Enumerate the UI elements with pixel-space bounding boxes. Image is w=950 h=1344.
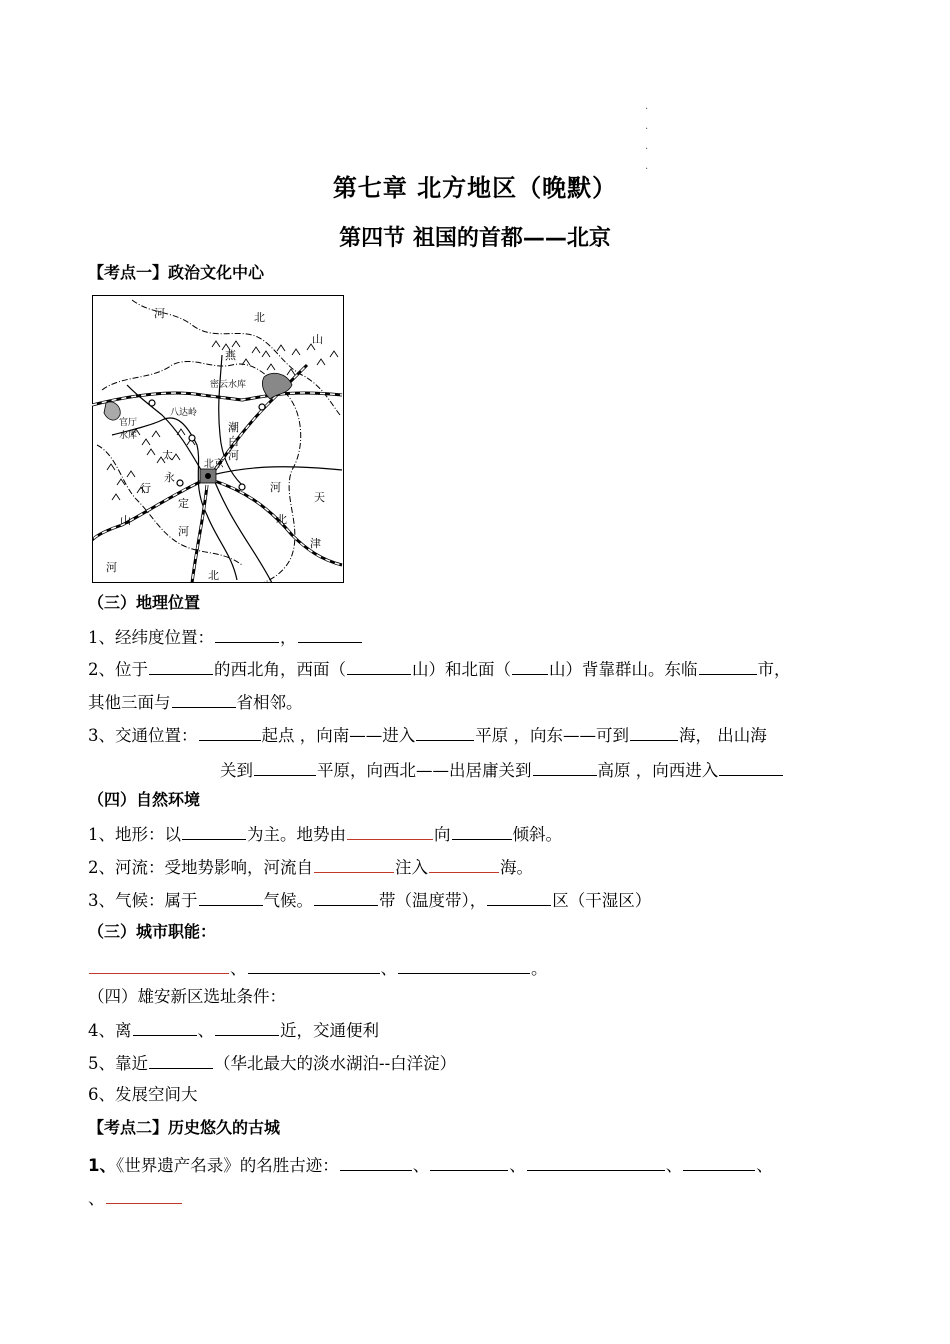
map-label: 定 — [178, 497, 189, 510]
nature-line-3: 3、气候：属于 气候。 带（温度带）， 区（干湿区） — [88, 888, 651, 912]
blank[interactable] — [89, 956, 229, 974]
blank[interactable] — [314, 888, 378, 906]
blank[interactable] — [182, 822, 246, 840]
section2-line-1: 1、《世界遗产名录》的名胜古迹： 、 、 、 、 — [88, 1153, 773, 1177]
map-label: 北京 — [204, 459, 224, 470]
blank[interactable] — [340, 1153, 412, 1171]
section-title: 第四节 祖国的首都——北京 — [339, 226, 611, 251]
city-heading: （三）城市职能： — [88, 922, 217, 941]
map-label: 北 — [208, 569, 219, 582]
map-label: 河 — [154, 307, 165, 320]
header-dot: . — [645, 121, 649, 132]
xiongan-line-5: 5、靠近 （华北最大的淡水湖泊--白洋淀） — [88, 1051, 456, 1075]
geo-line-4: 3、交通位置： 起点 ，向南——进入 平原 ，向东——可到 海， 出山海 — [88, 723, 767, 747]
blank[interactable] — [149, 657, 213, 675]
xiongan-heading: （四）雄安新区选址条件： — [88, 987, 286, 1006]
header-dot: . — [645, 161, 649, 172]
header-dot: . — [645, 101, 649, 112]
blank[interactable] — [699, 657, 757, 675]
blank[interactable] — [106, 1186, 182, 1204]
map-label: 潮 — [228, 421, 239, 434]
geo-line-3: 其他三面与 省相邻。 — [88, 690, 303, 714]
map-label: 白 — [228, 435, 239, 448]
blank[interactable] — [149, 1051, 213, 1069]
map-label: 水库 — [119, 431, 138, 441]
blank[interactable] — [298, 625, 362, 643]
map-label: 山 — [312, 333, 323, 346]
blank[interactable] — [533, 758, 597, 776]
map-label: 官厅 — [119, 418, 138, 428]
blank[interactable] — [683, 1153, 755, 1171]
blank[interactable] — [133, 1018, 197, 1036]
blank[interactable] — [199, 723, 261, 741]
map-label: 天 — [314, 491, 325, 504]
blank[interactable] — [487, 888, 551, 906]
blank[interactable] — [416, 723, 474, 741]
map-label: 行 — [140, 482, 151, 495]
map-label: 河 — [270, 481, 281, 494]
blank[interactable] — [172, 690, 236, 708]
beijing-map — [92, 295, 344, 583]
blank[interactable] — [199, 888, 263, 906]
city-line: 、 、 。 — [88, 956, 548, 980]
blank[interactable] — [248, 956, 380, 974]
blank[interactable] — [398, 956, 530, 974]
section2-heading: 【考点二】历史悠久的古城 — [88, 1118, 281, 1137]
map-label: 太 — [162, 449, 173, 462]
blank[interactable] — [512, 657, 548, 675]
xiongan-line-6: 6、发展空间大 — [88, 1085, 198, 1104]
blank[interactable] — [347, 822, 433, 840]
section2-line-2: 、 — [88, 1186, 183, 1210]
xiongan-line-4: 4、离 、 近，交通便利 — [88, 1018, 379, 1042]
blank[interactable] — [430, 1153, 508, 1171]
map-label: 密云水库 — [210, 380, 247, 390]
map-label: 北 — [276, 513, 287, 526]
blank[interactable] — [527, 1153, 665, 1171]
map-label: 八达岭 — [170, 408, 198, 418]
blank[interactable] — [452, 822, 512, 840]
blank[interactable] — [215, 625, 279, 643]
blank[interactable] — [347, 657, 411, 675]
map-label: 河 — [228, 449, 239, 462]
map-label: 北 — [254, 311, 265, 324]
map-label: 燕 — [225, 349, 236, 362]
blank[interactable] — [719, 758, 783, 776]
beijing-center-dot — [205, 473, 211, 479]
map-label: 河 — [106, 561, 117, 574]
blank[interactable] — [429, 855, 499, 873]
map-label: 河 — [178, 525, 189, 538]
header-dots — [645, 97, 651, 177]
map-label: 永 — [164, 471, 175, 484]
nature-heading: （四）自然环境 — [88, 790, 201, 809]
map-label: 津 — [310, 537, 321, 550]
blank[interactable] — [254, 758, 316, 776]
geo-line-1: 1、经纬度位置： ， — [88, 625, 363, 649]
nature-line-2: 2、河流：受地势影响，河流自 注入 海。 — [88, 855, 533, 879]
geo-line-5: 关到 平原，向西北——出居庸关到 高原 ，向西进入 — [220, 758, 784, 782]
blank[interactable] — [630, 723, 678, 741]
header-dot: . — [645, 141, 649, 152]
nature-line-1: 1、地形：以 为主。地势由 向 倾斜。 — [88, 822, 562, 846]
geo-line-2: 2、位于 的西北角，西面（ 山）和北面（ 山）背靠群山。东临 市， — [88, 657, 791, 681]
blank[interactable] — [215, 1018, 279, 1036]
chapter-title: 第七章 北方地区（晚默） — [332, 174, 618, 202]
section1-heading: 【考点一】政治文化中心 — [88, 263, 265, 282]
map-label: 山 — [120, 514, 131, 527]
geo-heading: （三）地理位置 — [88, 593, 201, 612]
blank[interactable] — [314, 855, 394, 873]
